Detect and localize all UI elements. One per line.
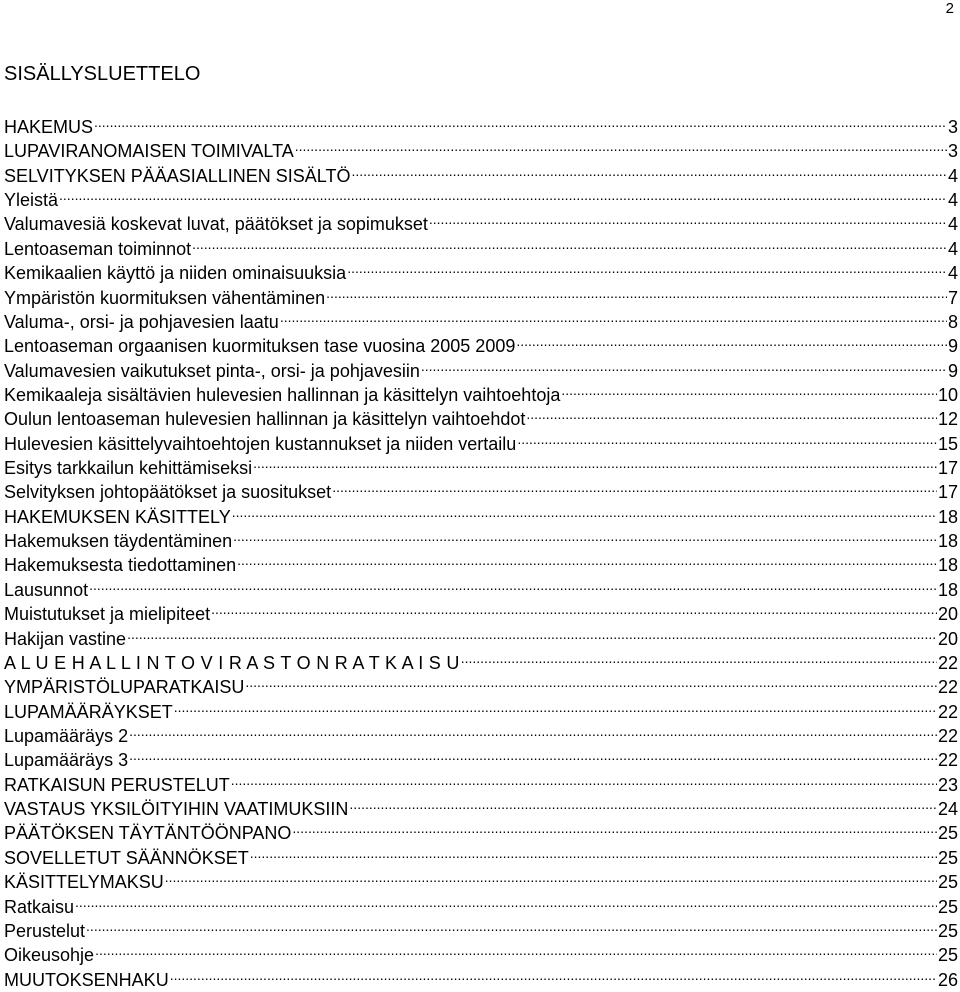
toc-dot-leader (326, 280, 947, 304)
toc-dot-leader (245, 669, 937, 693)
toc-dot-leader (129, 718, 937, 742)
toc-entry-label: Kemikaaleja sisältävien hulevesien hallinnan ja käsittelyn vaihtoehtoja (4, 384, 561, 405)
toc-dot-leader (192, 231, 947, 255)
toc-entry[interactable] (4, 645, 958, 673)
toc-entry[interactable] (4, 133, 958, 162)
toc-entry-page: 20 (937, 604, 958, 625)
toc-entry-label: Valumavesien vaikutukset pinta-, orsi- ja pohjavesiin (4, 360, 420, 381)
toc-entry-page: 22 (937, 750, 958, 771)
toc-dot-leader (89, 572, 937, 596)
toc-entry[interactable] (4, 596, 958, 625)
toc-entry-label: Kemikaalien käyttö ja niiden ominaisuuksia (4, 263, 347, 284)
toc-entry-label: YMPÄRISTÖLUPARATKAISU (4, 677, 245, 698)
toc-entry[interactable] (4, 767, 958, 795)
toc-entry-page: 22 (937, 701, 958, 722)
toc-dot-leader (516, 328, 947, 352)
toc-entry-page: 4 (947, 238, 958, 259)
toc-entry-label: Valumavesiä koskevat luvat, päätökset ja sopimukset (4, 214, 428, 235)
toc-entry-label: Hakemuksen täydentäminen (4, 531, 233, 552)
toc-entry-page: 3 (947, 117, 958, 137)
toc-entry-page: 25 (937, 920, 958, 941)
table-of-contents (4, 109, 958, 990)
toc-entry-page: 4 (947, 165, 958, 186)
toc-entry-page: 24 (937, 799, 958, 820)
toc-entry[interactable] (4, 206, 958, 235)
toc-entry-page: 25 (937, 847, 958, 868)
toc-dot-leader (429, 206, 947, 230)
toc-entry-label: Lupamääräys 3 (4, 750, 129, 771)
toc-dot-leader (233, 523, 937, 547)
toc-entry-label: RATKAISUN PERUSTELUT (4, 774, 230, 795)
toc-entry-page: 25 (937, 872, 958, 893)
toc-entry-page: 20 (937, 628, 958, 649)
toc-dot-leader (561, 377, 937, 401)
toc-entry[interactable] (4, 889, 958, 917)
toc-entry-label: MUUTOKSENHAKU (4, 969, 169, 990)
toc-entry-page: 22 (937, 725, 958, 746)
toc-entry-label: Muistutukset ja mielipiteet (4, 604, 211, 625)
toc-entry-label: VASTAUS YKSILÖITYIHIN VAATIMUKSIIN (4, 799, 349, 820)
toc-entry-page: 10 (937, 384, 958, 405)
toc-entry-label: Hulevesien käsittelyvaihtoehtojen kustannukset ja niiden vertailu (4, 433, 517, 454)
toc-dot-leader (347, 255, 947, 279)
toc-dot-leader (295, 133, 947, 157)
toc-entry-label: PÄÄTÖKSEN TÄYTÄNTÖÖNPANO (4, 823, 292, 844)
toc-entry-label: SOVELLETUT SÄÄNNÖKSET (4, 847, 249, 868)
toc-dot-leader (237, 547, 937, 571)
toc-dot-leader (127, 621, 937, 645)
toc-entry[interactable] (4, 109, 958, 137)
toc-dot-leader (59, 182, 947, 206)
toc-dot-leader (292, 815, 937, 839)
toc-entry-page: 4 (947, 190, 958, 211)
toc-entry-page: 25 (937, 823, 958, 844)
toc-dot-leader (165, 864, 937, 888)
toc-dot-leader (280, 304, 947, 328)
toc-entry-label: Lentoaseman orgaanisen kuormituksen tase vuosina 2005 2009 (4, 336, 516, 357)
toc-entry-label: Selvityksen johtopäätökset ja suositukset (4, 482, 332, 503)
toc-entry-page: 9 (947, 360, 958, 381)
toc-dot-leader (253, 450, 937, 474)
toc-entry-label: Oulun lentoaseman hulevesien hallinnan ja käsittelyn vaihtoehdot (4, 409, 526, 430)
toc-entry[interactable] (4, 718, 958, 746)
toc-entry-page: 7 (947, 287, 958, 308)
toc-entry-page: 22 (937, 652, 958, 673)
toc-entry-page: 22 (937, 677, 958, 698)
toc-entry-page: 4 (947, 214, 958, 235)
toc-entry-page: 26 (937, 969, 958, 990)
toc-dot-leader (174, 694, 937, 718)
toc-entry[interactable] (4, 962, 958, 990)
toc-entry-page: 25 (937, 945, 958, 966)
toc-entry[interactable] (4, 621, 958, 649)
toc-entry-label: Lausunnot (4, 579, 89, 600)
toc-entry-page: 18 (937, 579, 958, 600)
toc-dot-leader (232, 499, 937, 523)
toc-dot-leader (211, 596, 937, 620)
toc-entry-label: Ympäristön kuormituksen vähentäminen (4, 287, 326, 308)
toc-entry-label: Lentoaseman toiminnot (4, 238, 192, 259)
toc-dot-leader (94, 109, 947, 133)
toc-entry-label: Perustelut (4, 920, 86, 941)
toc-entry-label: Oikeusohje (4, 945, 95, 966)
toc-dot-leader (349, 791, 937, 815)
toc-entry-page: 17 (937, 482, 958, 503)
toc-entry-page: 18 (937, 531, 958, 552)
toc-entry-page: 23 (937, 774, 958, 795)
toc-title: SISÄLLYSLUETTELO (4, 63, 201, 85)
toc-entry-label: Esitys tarkkailun kehittämiseksi (4, 458, 253, 479)
toc-entry-label: LUPAMÄÄRÄYKSET (4, 701, 173, 722)
toc-entry-label: KÄSITTELYMAKSU (4, 872, 164, 893)
toc-entry-page: 3 (947, 141, 958, 162)
toc-entry-page: 4 (947, 263, 958, 284)
toc-entry[interactable] (4, 572, 958, 600)
toc-entry-page: 18 (937, 555, 958, 576)
toc-dot-leader (526, 401, 937, 425)
toc-dot-leader (421, 353, 947, 377)
toc-dot-leader (332, 474, 937, 498)
toc-dot-leader (129, 742, 937, 766)
toc-entry-page: 15 (937, 433, 958, 454)
toc-entry-page: 25 (937, 896, 958, 917)
toc-entry-label: Lupamääräys 2 (4, 725, 129, 746)
toc-entry[interactable] (4, 182, 958, 211)
toc-entry-label: HAKEMUS (4, 117, 94, 137)
toc-entry-label: SELVITYKSEN PÄÄASIALLINEN SISÄLTÖ (4, 165, 351, 186)
toc-entry-label: Yleistä (4, 190, 59, 211)
toc-entry[interactable] (4, 742, 958, 771)
toc-dot-leader (75, 889, 937, 913)
toc-dot-leader (95, 937, 937, 961)
toc-dot-leader (170, 962, 937, 986)
toc-dot-leader (250, 840, 937, 864)
toc-dot-leader (86, 913, 937, 937)
toc-entry-label: A L U E H A L L I N T O V I R A S T O N R A T K A I S U (4, 652, 460, 673)
toc-entry-label: Ratkaisu (4, 896, 75, 917)
toc-dot-leader (517, 426, 937, 450)
toc-entry-label: HAKEMUKSEN KÄSITTELY (4, 506, 231, 527)
toc-entry[interactable] (4, 913, 958, 941)
toc-dot-leader (231, 767, 937, 791)
toc-entry-label: Valuma-, orsi- ja pohjavesien laatu (4, 311, 279, 332)
toc-entry-page: 12 (937, 409, 958, 430)
toc-dot-leader (461, 645, 937, 669)
toc-dot-leader (351, 158, 947, 182)
page-number: 2 (945, 0, 954, 17)
toc-entry-page: 17 (937, 458, 958, 479)
toc-entry[interactable] (4, 937, 958, 966)
toc-entry-page: 18 (937, 506, 958, 527)
toc-entry-label: Hakijan vastine (4, 628, 127, 649)
toc-entry-label: LUPAVIRANOMAISEN TOIMIVALTA (4, 141, 294, 162)
toc-entry-page: 8 (947, 311, 958, 332)
toc-entry-label: Hakemuksesta tiedottaminen (4, 555, 237, 576)
toc-entry-page: 9 (947, 336, 958, 357)
